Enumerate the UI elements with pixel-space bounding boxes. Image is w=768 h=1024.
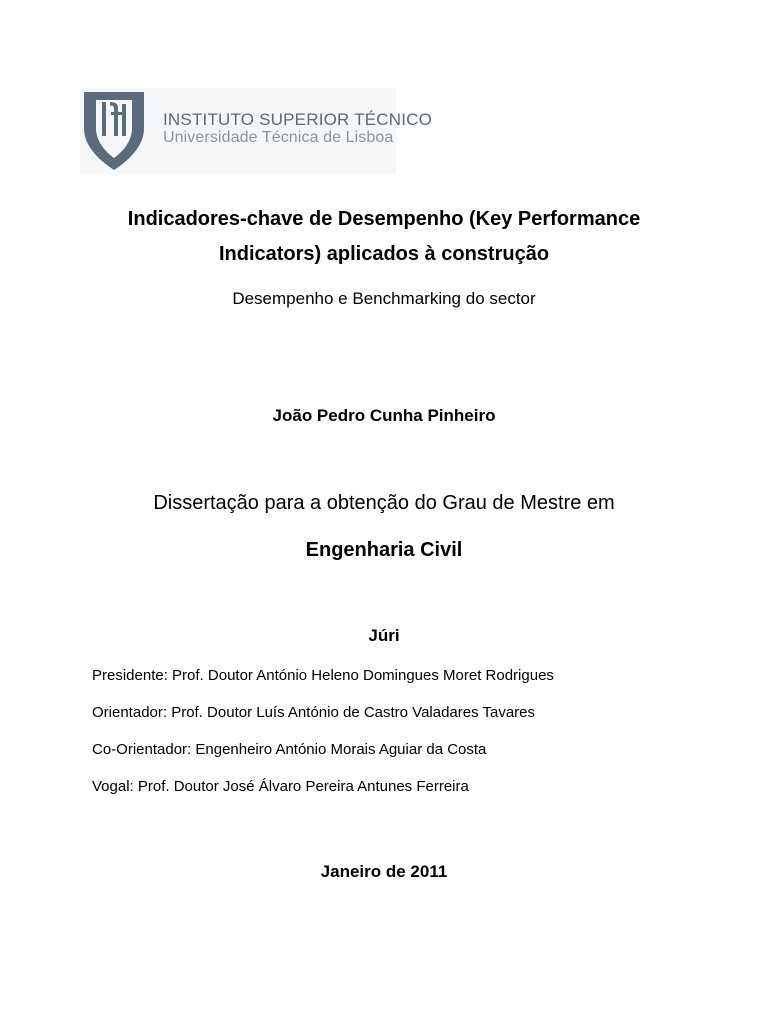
university-name: Universidade Técnica de Lisboa xyxy=(163,129,394,146)
document-title-line-1: Indicadores-chave de Desempenho (Key Performance xyxy=(127,208,641,230)
jury-member-vogal: Vogal: Prof. Doutor José Álvaro Pereira Antunes Ferreira xyxy=(92,778,469,795)
jury-member-co-advisor: Co-Orientador: Engenheiro António Morais Aguiar da Costa xyxy=(92,741,487,758)
author-name: João Pedro Cunha Pinheiro xyxy=(272,406,496,425)
jury-member-advisor: Orientador: Prof. Doutor Luís António de Castro Valadares Tavares xyxy=(92,704,536,721)
document-subtitle: Desempenho e Benchmarking do sector xyxy=(232,289,536,308)
jury-heading: Júri xyxy=(368,626,400,645)
document-title-line-2: Indicators) aplicados à construção xyxy=(218,243,550,265)
degree-statement: Dissertação para a obtenção do Grau de Mestre em xyxy=(153,492,615,514)
institution-name: INSTITUTO SUPERIOR TÉCNICO xyxy=(163,110,433,129)
jury-member-president: Presidente: Prof. Doutor António Heleno Domingues Moret Rodrigues xyxy=(92,667,554,684)
document-date: Janeiro de 2011 xyxy=(320,862,448,881)
institution-logo xyxy=(80,88,433,174)
ist-shield-icon xyxy=(82,90,146,172)
course-name: Engenharia Civil xyxy=(305,539,463,561)
